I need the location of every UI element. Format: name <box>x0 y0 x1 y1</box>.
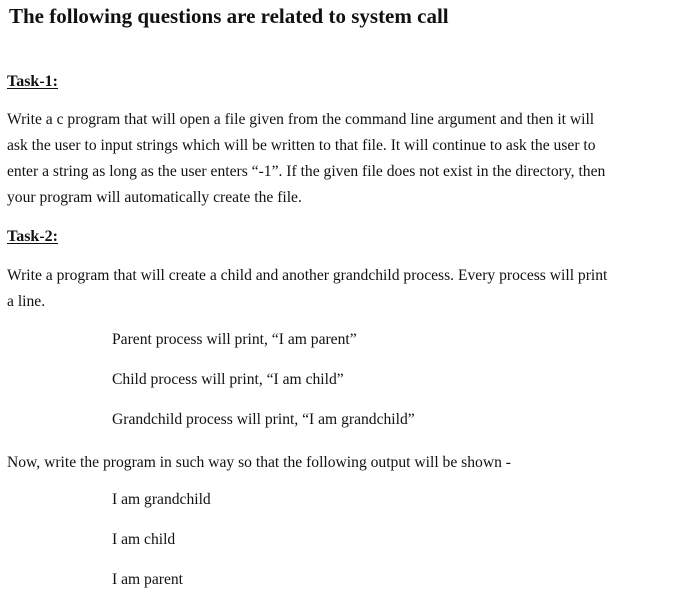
task2-line-2: a line. <box>7 293 46 310</box>
task1-heading: Task-1: <box>7 73 58 90</box>
output-line-3: I am parent <box>112 571 184 588</box>
task1-line-3: enter a string as long as the user enters “-1”. If the given file does not exist in the directory, then <box>7 163 606 180</box>
document-title: The following questions are related to system call <box>9 4 449 28</box>
task1-line-2: ask the user to input strings which will be written to that file. It will continue to ask the user to <box>7 137 596 154</box>
output-line-2: I am child <box>112 531 176 548</box>
task1-line-1: Write a c program that will open a file given from the command line argument and then it will <box>7 111 595 128</box>
task2-instruction: Now, write the program in such way so that the following output will be shown - <box>7 454 511 471</box>
task2-line-1: Write a program that will create a child and another grandchild process. Every process will print <box>7 267 608 284</box>
task1-line-4: your program will automatically create the file. <box>7 189 302 206</box>
parent-print-line: Parent process will print, “I am parent” <box>112 331 357 348</box>
task1-description <box>7 107 687 211</box>
grandchild-print-line: Grandchild process will print, “I am grandchild” <box>112 411 415 428</box>
output-line-1: I am grandchild <box>112 491 211 508</box>
task2-description <box>7 263 687 315</box>
child-print-line: Child process will print, “I am child” <box>112 371 344 388</box>
task2-heading: Task-2: <box>7 228 58 245</box>
